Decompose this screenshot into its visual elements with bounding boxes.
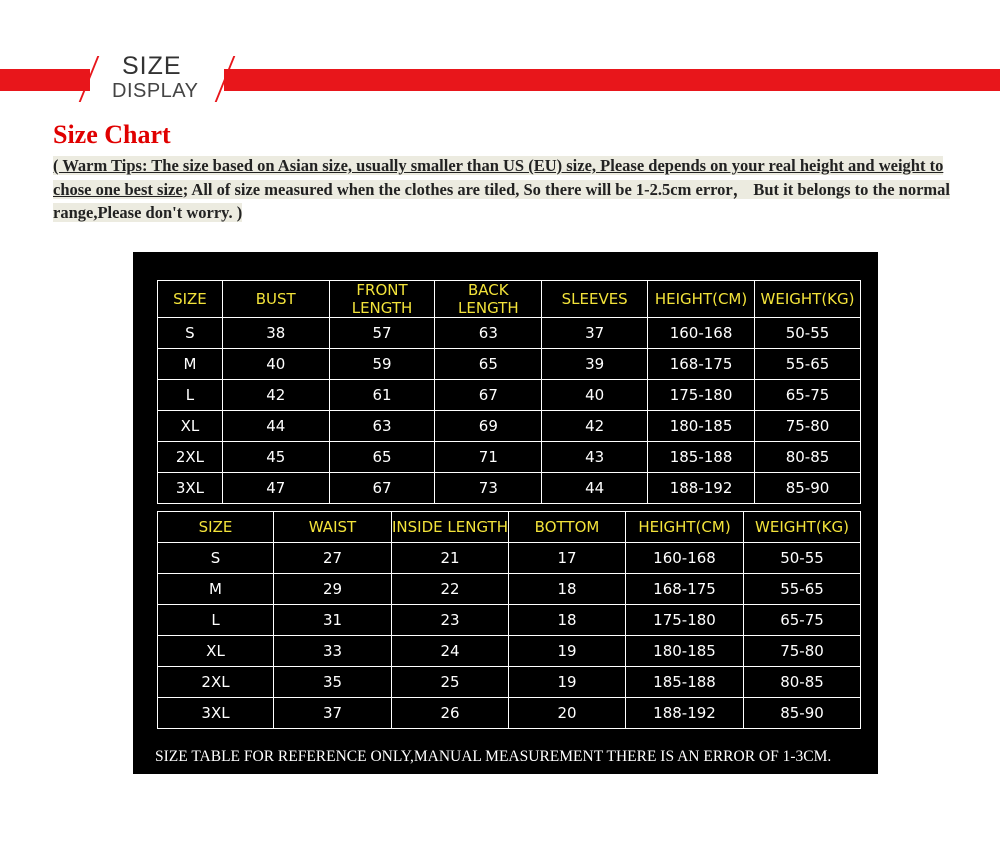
table-cell: 61 bbox=[329, 380, 435, 411]
table-cell: 35 bbox=[274, 667, 392, 698]
column-header: HEIGHT(CM) bbox=[626, 512, 744, 543]
table-cell: 160-168 bbox=[648, 318, 755, 349]
table-cell: 42 bbox=[542, 411, 648, 442]
table-cell: 180-185 bbox=[648, 411, 755, 442]
table-cell: 85-90 bbox=[755, 473, 861, 504]
table-cell: 69 bbox=[435, 411, 542, 442]
table-cell: 3XL bbox=[158, 698, 274, 729]
table-cell: 18 bbox=[509, 574, 626, 605]
table-cell: 3XL bbox=[158, 473, 223, 504]
table-row bbox=[158, 473, 861, 504]
table-cell: 168-175 bbox=[626, 574, 744, 605]
table-cell: S bbox=[158, 318, 223, 349]
page-title: Size Chart bbox=[53, 120, 171, 149]
table-cell: 20 bbox=[509, 698, 626, 729]
table-cell: 59 bbox=[329, 349, 435, 380]
table-cell: 19 bbox=[509, 636, 626, 667]
table-cell: 175-180 bbox=[626, 605, 744, 636]
warm-tips-part1: ( Warm Tips: The size based on Asian size, usually smaller than US (EU) size, Please depends on your real height and weight to chose one best size; bbox=[53, 156, 944, 199]
table-cell: 25 bbox=[392, 667, 509, 698]
table-cell: 55-65 bbox=[755, 349, 861, 380]
column-header: INSIDE LENGTH bbox=[392, 512, 509, 543]
column-header: HEIGHT(CM) bbox=[648, 281, 755, 318]
table-cell: 38 bbox=[222, 318, 329, 349]
column-header: FRONT LENGTH bbox=[329, 281, 435, 318]
table-cell: 19 bbox=[509, 667, 626, 698]
table-cell: 37 bbox=[542, 318, 648, 349]
table-cell: 24 bbox=[392, 636, 509, 667]
table-row bbox=[158, 667, 861, 698]
table-cell: 27 bbox=[274, 543, 392, 574]
table-cell: 17 bbox=[509, 543, 626, 574]
table-cell: M bbox=[158, 349, 223, 380]
table-row bbox=[158, 380, 861, 411]
table-cell: XL bbox=[158, 411, 223, 442]
column-header: SLEEVES bbox=[542, 281, 648, 318]
table-cell: 65 bbox=[329, 442, 435, 473]
table-cell: 75-80 bbox=[744, 636, 861, 667]
banner-title: SIZE bbox=[122, 52, 182, 80]
table-cell: 43 bbox=[542, 442, 648, 473]
table-cell: 2XL bbox=[158, 442, 223, 473]
table-cell: 47 bbox=[222, 473, 329, 504]
table-cell: 160-168 bbox=[626, 543, 744, 574]
table-cell: 23 bbox=[392, 605, 509, 636]
table-cell: 67 bbox=[435, 380, 542, 411]
table-cell: 40 bbox=[222, 349, 329, 380]
table-row bbox=[158, 442, 861, 473]
table-cell: 50-55 bbox=[755, 318, 861, 349]
top-size-table bbox=[157, 280, 861, 504]
table-cell: 65-75 bbox=[744, 605, 861, 636]
table-cell: 37 bbox=[274, 698, 392, 729]
table-cell: 80-85 bbox=[755, 442, 861, 473]
banner-bar-left bbox=[0, 69, 90, 91]
table-row bbox=[158, 574, 861, 605]
table-cell: 18 bbox=[509, 605, 626, 636]
size-table-panel bbox=[133, 252, 878, 774]
column-header: BOTTOM bbox=[509, 512, 626, 543]
table-cell: 73 bbox=[435, 473, 542, 504]
table-row bbox=[158, 605, 861, 636]
table-cell: 185-188 bbox=[626, 667, 744, 698]
table-cell: 188-192 bbox=[648, 473, 755, 504]
table-cell: 175-180 bbox=[648, 380, 755, 411]
table-cell: 39 bbox=[542, 349, 648, 380]
table-row bbox=[158, 636, 861, 667]
table-cell: 80-85 bbox=[744, 667, 861, 698]
table-row bbox=[158, 698, 861, 729]
table-cell: 75-80 bbox=[755, 411, 861, 442]
banner-bar-right bbox=[224, 69, 1000, 91]
column-header: WAIST bbox=[274, 512, 392, 543]
table-cell: 57 bbox=[329, 318, 435, 349]
table-cell: 29 bbox=[274, 574, 392, 605]
table-row bbox=[158, 543, 861, 574]
table-cell: 45 bbox=[222, 442, 329, 473]
banner-subtitle: DISPLAY bbox=[112, 80, 199, 102]
table-cell: 31 bbox=[274, 605, 392, 636]
table-cell: 40 bbox=[542, 380, 648, 411]
column-header: SIZE bbox=[158, 281, 223, 318]
table-cell: 2XL bbox=[158, 667, 274, 698]
table-cell: 26 bbox=[392, 698, 509, 729]
column-header: BACK LENGTH bbox=[435, 281, 542, 318]
column-header: WEIGHT(KG) bbox=[744, 512, 861, 543]
table-cell: 21 bbox=[392, 543, 509, 574]
table-cell: 63 bbox=[435, 318, 542, 349]
table-cell: S bbox=[158, 543, 274, 574]
table-cell: 44 bbox=[222, 411, 329, 442]
table-row bbox=[158, 411, 861, 442]
table-header-row bbox=[158, 281, 861, 318]
table-cell: 71 bbox=[435, 442, 542, 473]
table-cell: L bbox=[158, 605, 274, 636]
table-cell: 85-90 bbox=[744, 698, 861, 729]
table-cell: 185-188 bbox=[648, 442, 755, 473]
table-cell: 188-192 bbox=[626, 698, 744, 729]
warm-tips-part2: All of size measured when the clothes are tiled, So there will be 1-2.5cm error， But it belongs to the normal range,Please don't worry. ) bbox=[53, 179, 950, 222]
table-cell: 63 bbox=[329, 411, 435, 442]
table-row bbox=[158, 318, 861, 349]
table-cell: 168-175 bbox=[648, 349, 755, 380]
table-header-row bbox=[158, 512, 861, 543]
size-display-banner bbox=[0, 50, 1000, 110]
table-cell: 50-55 bbox=[744, 543, 861, 574]
table-cell: 42 bbox=[222, 380, 329, 411]
table-row bbox=[158, 349, 861, 380]
warm-tips bbox=[53, 154, 963, 225]
table-cell: 65-75 bbox=[755, 380, 861, 411]
table-cell: 67 bbox=[329, 473, 435, 504]
column-header: BUST bbox=[222, 281, 329, 318]
bottom-size-table bbox=[157, 511, 861, 729]
table-cell: 44 bbox=[542, 473, 648, 504]
table-cell: M bbox=[158, 574, 274, 605]
column-header: WEIGHT(KG) bbox=[755, 281, 861, 318]
table-cell: 180-185 bbox=[626, 636, 744, 667]
table-cell: XL bbox=[158, 636, 274, 667]
table-cell: 22 bbox=[392, 574, 509, 605]
table-cell: 33 bbox=[274, 636, 392, 667]
table-cell: L bbox=[158, 380, 223, 411]
table-cell: 55-65 bbox=[744, 574, 861, 605]
table-cell: 65 bbox=[435, 349, 542, 380]
reference-note: SIZE TABLE FOR REFERENCE ONLY,MANUAL MEASUREMENT THERE IS AN ERROR OF 1-3CM. bbox=[155, 748, 832, 765]
column-header: SIZE bbox=[158, 512, 274, 543]
